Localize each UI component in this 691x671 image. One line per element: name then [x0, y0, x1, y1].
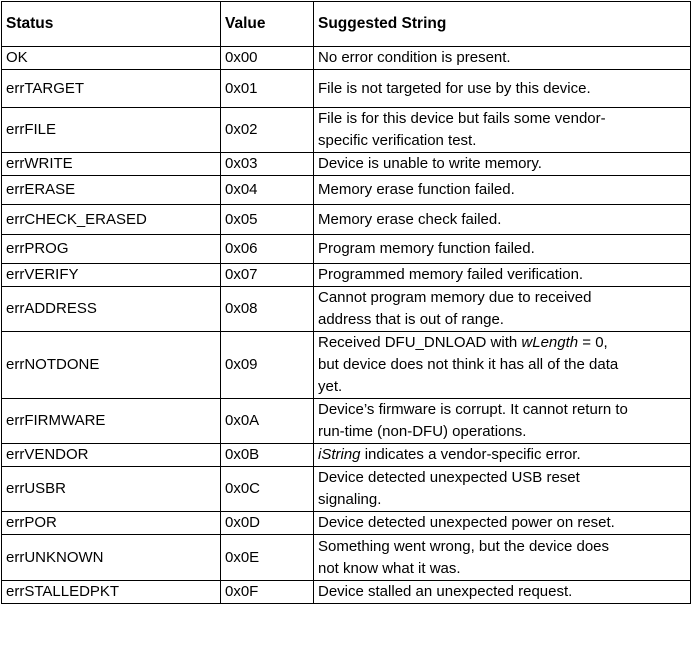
suggested-string-cell — [314, 70, 691, 108]
status-cell: errUSBR — [2, 467, 221, 512]
table-row — [2, 205, 691, 235]
suggested-string-cell — [314, 264, 691, 287]
suggested-string-line: Device is unable to write memory. — [318, 155, 542, 172]
table-row — [2, 444, 691, 467]
status-cell: errPROG — [2, 235, 221, 264]
suggested-string-cell — [314, 176, 691, 205]
suggested-string-line: File is not targeted for use by this device. — [318, 79, 591, 97]
suggested-string-line: signaling. — [318, 491, 382, 508]
suggested-string-cell — [314, 47, 691, 70]
table-row — [2, 47, 691, 70]
status-cell: errVENDOR — [2, 444, 221, 467]
table-row — [2, 332, 691, 399]
dfu-status-table — [1, 1, 691, 604]
value-cell: 0x06 — [221, 235, 314, 264]
value-cell: 0x0D — [221, 512, 314, 535]
table-row — [2, 235, 691, 264]
header-value: Value — [221, 2, 314, 47]
status-cell: errFIRMWARE — [2, 399, 221, 444]
suggested-string-line: File is for this device but fails some vendor- — [318, 110, 606, 127]
header-suggested-string: Suggested String — [314, 2, 691, 47]
value-cell: 0x09 — [221, 332, 314, 399]
suggested-string-cell — [314, 153, 691, 176]
status-cell: errVERIFY — [2, 264, 221, 287]
table-row — [2, 264, 691, 287]
table-row — [2, 467, 691, 512]
suggested-string-line: address that is out of range. — [318, 311, 504, 328]
text-fragment: indicates a vendor-specific error. — [360, 446, 581, 463]
suggested-string-cell — [314, 332, 691, 399]
italic-term: wLength — [521, 334, 579, 351]
suggested-string-cell — [314, 108, 691, 153]
status-cell: errERASE — [2, 176, 221, 205]
table-row — [2, 581, 691, 604]
suggested-string-line: Programmed memory failed verification. — [318, 266, 584, 283]
status-cell: errPOR — [2, 512, 221, 535]
value-cell: 0x0B — [221, 444, 314, 467]
table-header-row — [2, 2, 691, 47]
suggested-string-line — [318, 444, 686, 466]
italic-term: iString — [318, 446, 361, 463]
value-cell: 0x0C — [221, 467, 314, 512]
suggested-string-line: Memory erase check failed. — [318, 210, 502, 228]
value-cell: 0x0F — [221, 581, 314, 604]
suggested-string-cell — [314, 512, 691, 535]
value-cell: 0x00 — [221, 47, 314, 70]
suggested-string-line: but device does not think it has all of the data — [318, 356, 619, 373]
table-row — [2, 399, 691, 444]
value-cell: 0x0A — [221, 399, 314, 444]
table-row — [2, 153, 691, 176]
value-cell: 0x05 — [221, 205, 314, 235]
value-cell: 0x07 — [221, 264, 314, 287]
suggested-string-line: yet. — [318, 378, 343, 395]
suggested-string-line: Device’s firmware is corrupt. It cannot return to — [318, 401, 628, 418]
value-cell: 0x04 — [221, 176, 314, 205]
table-row — [2, 70, 691, 108]
suggested-string-cell — [314, 535, 691, 581]
status-cell: errNOTDONE — [2, 332, 221, 399]
suggested-string-line: Device detected unexpected USB reset — [318, 469, 580, 486]
value-cell: 0x03 — [221, 153, 314, 176]
table-row — [2, 512, 691, 535]
suggested-string-cell — [314, 467, 691, 512]
value-cell: 0x08 — [221, 287, 314, 332]
suggested-string-line: Device stalled an unexpected request. — [318, 583, 573, 600]
status-cell: errADDRESS — [2, 287, 221, 332]
status-cell: errWRITE — [2, 153, 221, 176]
suggested-string-line: Memory erase function failed. — [318, 181, 515, 198]
suggested-string-cell — [314, 399, 691, 444]
status-cell: errUNKNOWN — [2, 535, 221, 581]
status-cell: errCHECK_ERASED — [2, 205, 221, 235]
suggested-string-line: specific verification test. — [318, 132, 477, 149]
status-cell: errFILE — [2, 108, 221, 153]
suggested-string-cell — [314, 444, 691, 467]
status-cell: OK — [2, 47, 221, 70]
suggested-string-cell — [314, 235, 691, 264]
suggested-string-line: run-time (non-DFU) operations. — [318, 423, 527, 440]
value-cell: 0x02 — [221, 108, 314, 153]
text-fragment: = 0, — [578, 334, 608, 351]
suggested-string-line — [318, 332, 686, 354]
text-fragment: Received DFU_DNLOAD with — [318, 334, 522, 351]
suggested-string-line: Program memory function failed. — [318, 240, 535, 257]
value-cell: 0x0E — [221, 535, 314, 581]
table-row — [2, 108, 691, 153]
suggested-string-cell — [314, 205, 691, 235]
table-body — [2, 47, 691, 604]
suggested-string-cell — [314, 287, 691, 332]
suggested-string-line: Cannot program memory due to received — [318, 289, 592, 306]
status-cell: errTARGET — [2, 70, 221, 108]
suggested-string-line: Device detected unexpected power on reset. — [318, 514, 615, 531]
suggested-string-cell — [314, 581, 691, 604]
suggested-string-line: Something went wrong, but the device does — [318, 537, 610, 555]
value-cell: 0x01 — [221, 70, 314, 108]
suggested-string-line: No error condition is present. — [318, 49, 511, 66]
table-row — [2, 535, 691, 581]
suggested-string-line: not know what it was. — [318, 559, 461, 577]
table-row — [2, 287, 691, 332]
status-cell: errSTALLEDPKT — [2, 581, 221, 604]
table-row — [2, 176, 691, 205]
header-status: Status — [2, 2, 221, 47]
